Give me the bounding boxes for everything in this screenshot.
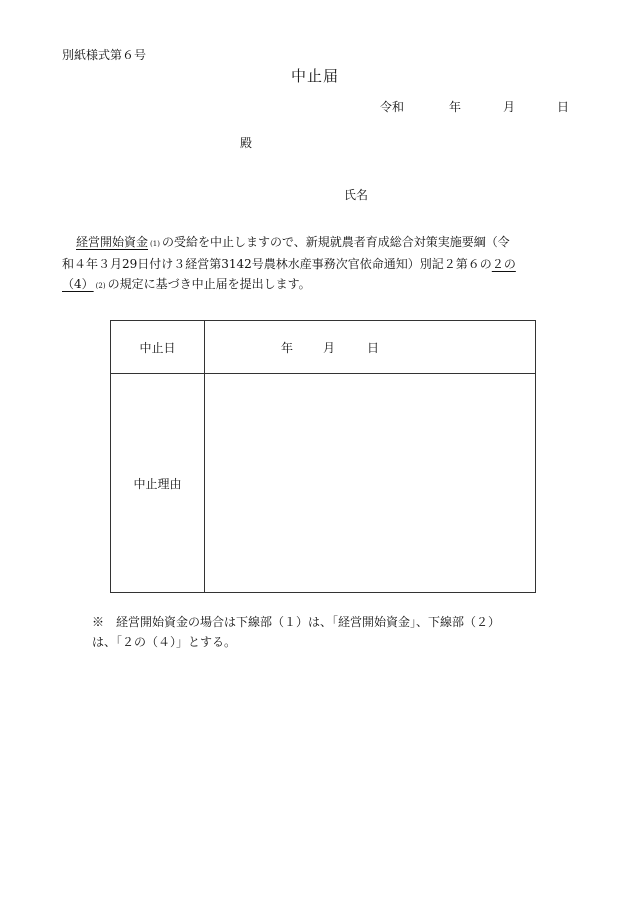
label-cancel-reason: 中止理由 bbox=[111, 374, 205, 593]
body-line-2 bbox=[62, 254, 582, 274]
body-line-3 bbox=[62, 274, 582, 296]
cancellation-form-table bbox=[110, 320, 536, 593]
cancel-date-year: 年 bbox=[281, 340, 294, 355]
date-day: 日 bbox=[557, 100, 570, 114]
date-year: 年 bbox=[449, 100, 462, 114]
form-number: 別紙様式第６号 bbox=[62, 48, 147, 62]
cancel-date-field[interactable] bbox=[205, 321, 536, 374]
date-month: 月 bbox=[503, 100, 516, 114]
body-line-1 bbox=[62, 232, 582, 254]
table-row-reason bbox=[111, 374, 536, 593]
marker-2: (2) bbox=[95, 282, 106, 290]
footnote-line-1: ※ 経営開始資金の場合は下線部（１）は、「経営開始資金」、下線部（２） bbox=[92, 615, 501, 629]
underlined-fund-name: 経営開始資金 bbox=[76, 235, 149, 249]
cancel-date-day: 日 bbox=[367, 340, 380, 355]
body-text-2: 和４年３月29日付け３経営第3142号農林水産事務次官依命通知）別記２第６の bbox=[62, 257, 492, 271]
body-text-1: の受給を中止しますので、新規就農者育成総合対策実施要綱（令 bbox=[161, 235, 510, 249]
footnote bbox=[92, 612, 562, 652]
underlined-clause-b: （4） bbox=[62, 277, 94, 291]
marker-1: (1) bbox=[150, 240, 160, 248]
addressee-suffix: 殿 bbox=[240, 136, 253, 150]
body-paragraph bbox=[62, 232, 582, 296]
name-label: 氏名 bbox=[344, 188, 369, 202]
label-cancel-date: 中止日 bbox=[111, 321, 205, 374]
underlined-clause-a: ２の bbox=[491, 257, 516, 271]
footnote-line-2: は、「２の（４）」とする。 bbox=[92, 635, 237, 649]
cancel-date-month: 月 bbox=[323, 340, 336, 355]
page-title: 中止届 bbox=[290, 67, 339, 85]
cancel-reason-field[interactable] bbox=[205, 374, 536, 593]
table-row-date bbox=[111, 321, 536, 374]
body-text-3: の規定に基づき中止届を提出します。 bbox=[107, 277, 311, 291]
date-era: 令和 bbox=[380, 100, 405, 114]
